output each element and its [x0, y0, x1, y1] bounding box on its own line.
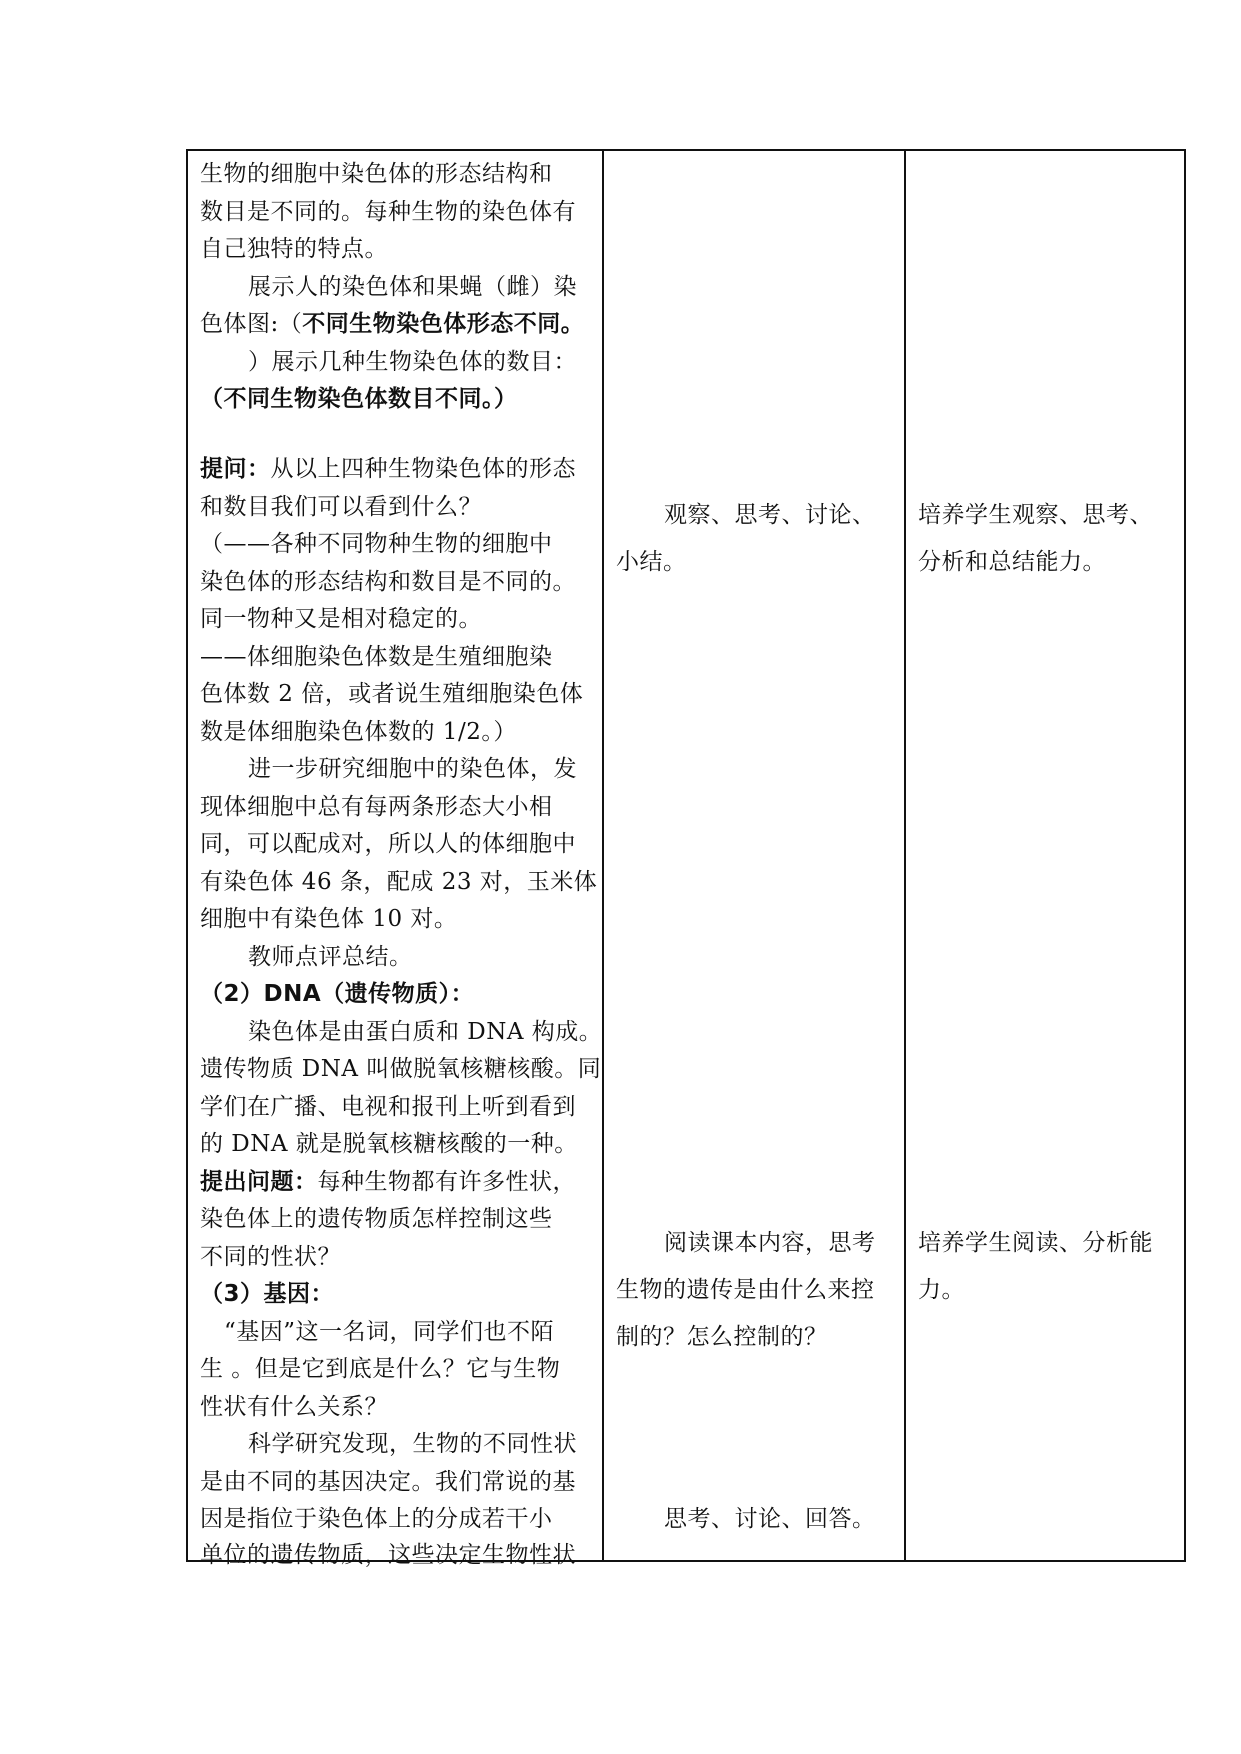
text-line: 学们在广播、电视和报刊上听到看到 [200, 1094, 576, 1120]
text-line: 染色体是由蛋白质和 DNA 构成。 [248, 1019, 603, 1045]
text-line: 生物的遗传是由什么来控 [616, 1277, 875, 1303]
student-activity-column [616, 151, 896, 1560]
text-span: 从以上四种生物染色体的形态 [270, 456, 576, 482]
column-divider [904, 151, 906, 1560]
text-line: 力。 [918, 1277, 965, 1303]
text-line: 小结。 [616, 549, 687, 575]
text-line: 生 。但是它到底是什么？它与生物 [200, 1356, 561, 1382]
text-line: 染色体的形态结构和数目是不同的。 [200, 569, 576, 595]
text-line: 培养学生观察、思考、 [918, 502, 1153, 528]
text-line: 遗传物质 DNA 叫做脱氧核糖核酸。同 [200, 1056, 602, 1082]
text-line: 阅读课本内容，思考 [664, 1230, 876, 1256]
text-line [200, 309, 598, 339]
text-line [200, 454, 598, 484]
text-line: 和数目我们可以看到什么？ [200, 494, 482, 520]
text-line: 细胞中有染色体 10 对。 [200, 906, 458, 932]
text-line: 不同的性状？ [200, 1244, 341, 1270]
text-line: 现体细胞中总有每两条形态大小相 [200, 794, 553, 820]
text-line: 培养学生阅读、分析能 [918, 1230, 1153, 1256]
question-label: 提出问题： [200, 1169, 318, 1195]
text-line: 科学研究发现，生物的不同性状 [248, 1431, 577, 1457]
bold-text: 不同生物染色体形态不同。 [302, 311, 585, 337]
text-line: 数是体细胞染色体数的 1/2。） [200, 719, 517, 745]
text-line: 是由不同的基因决定。我们常说的基 [200, 1469, 576, 1495]
text-line: 生物的细胞中染色体的形态结构和 [200, 161, 553, 187]
text-line: 有染色体 46 条，配成 23 对，玉米体 [200, 869, 598, 895]
text-line: 染色体上的遗传物质怎样控制这些 [200, 1206, 553, 1232]
text-line: 进一步研究细胞中的染色体，发 [248, 756, 577, 782]
text-line: 的 DNA 就是脱氧核糖核酸的一种。 [200, 1131, 578, 1157]
teacher-activity-column [200, 151, 603, 1568]
text-line: 观察、思考、讨论、 [664, 502, 876, 528]
text-line: 性状有什么关系？ [200, 1394, 388, 1420]
design-intent-column [918, 151, 1180, 1560]
text-line: 自己独特的特点。 [200, 236, 388, 262]
text-line: “基因”这一名词，同学们也不陌 [224, 1319, 555, 1345]
text-line: ）展示几种生物染色体的数目： [248, 349, 577, 375]
text-line: 展示人的染色体和果蝇（雌）染 [248, 274, 577, 300]
text-line: 制的？怎么控制的？ [616, 1324, 828, 1350]
text-line: 教师点评总结。 [248, 944, 413, 970]
text-line: （——各种不同物种生物的细胞中 [200, 531, 553, 557]
text-line: 思考、讨论、回答。 [664, 1506, 876, 1532]
text-line [200, 1167, 598, 1197]
text-line: 因是指位于染色体上的分成若干小 [200, 1506, 553, 1532]
text-line: 同一物种又是相对稳定的。 [200, 606, 482, 632]
column-divider [602, 151, 604, 1560]
text-line: 同，可以配成对，所以人的体细胞中 [200, 831, 576, 857]
text-span: 色体图:（ [200, 311, 303, 337]
text-line: ——体细胞染色体数是生殖细胞染 [200, 644, 553, 670]
text-line: 分析和总结能力。 [918, 549, 1106, 575]
text-line: 数目是不同的。每种生物的染色体有 [200, 199, 576, 225]
lesson-plan-table [186, 149, 1186, 1568]
text-line: 单位的遗传物质，这些决定生物性状 [200, 1542, 576, 1568]
text-line: 色体数 2 倍，或者说生殖细胞染色体 [200, 681, 584, 707]
bold-line: （不同生物染色体数目不同。） [200, 386, 518, 412]
question-label: 提问： [200, 456, 271, 482]
text-span: 每种生物都有许多性状， [317, 1169, 576, 1195]
section-heading: （2）DNA（遗传物质）： [200, 981, 475, 1007]
section-heading: （3）基因： [200, 1281, 335, 1307]
